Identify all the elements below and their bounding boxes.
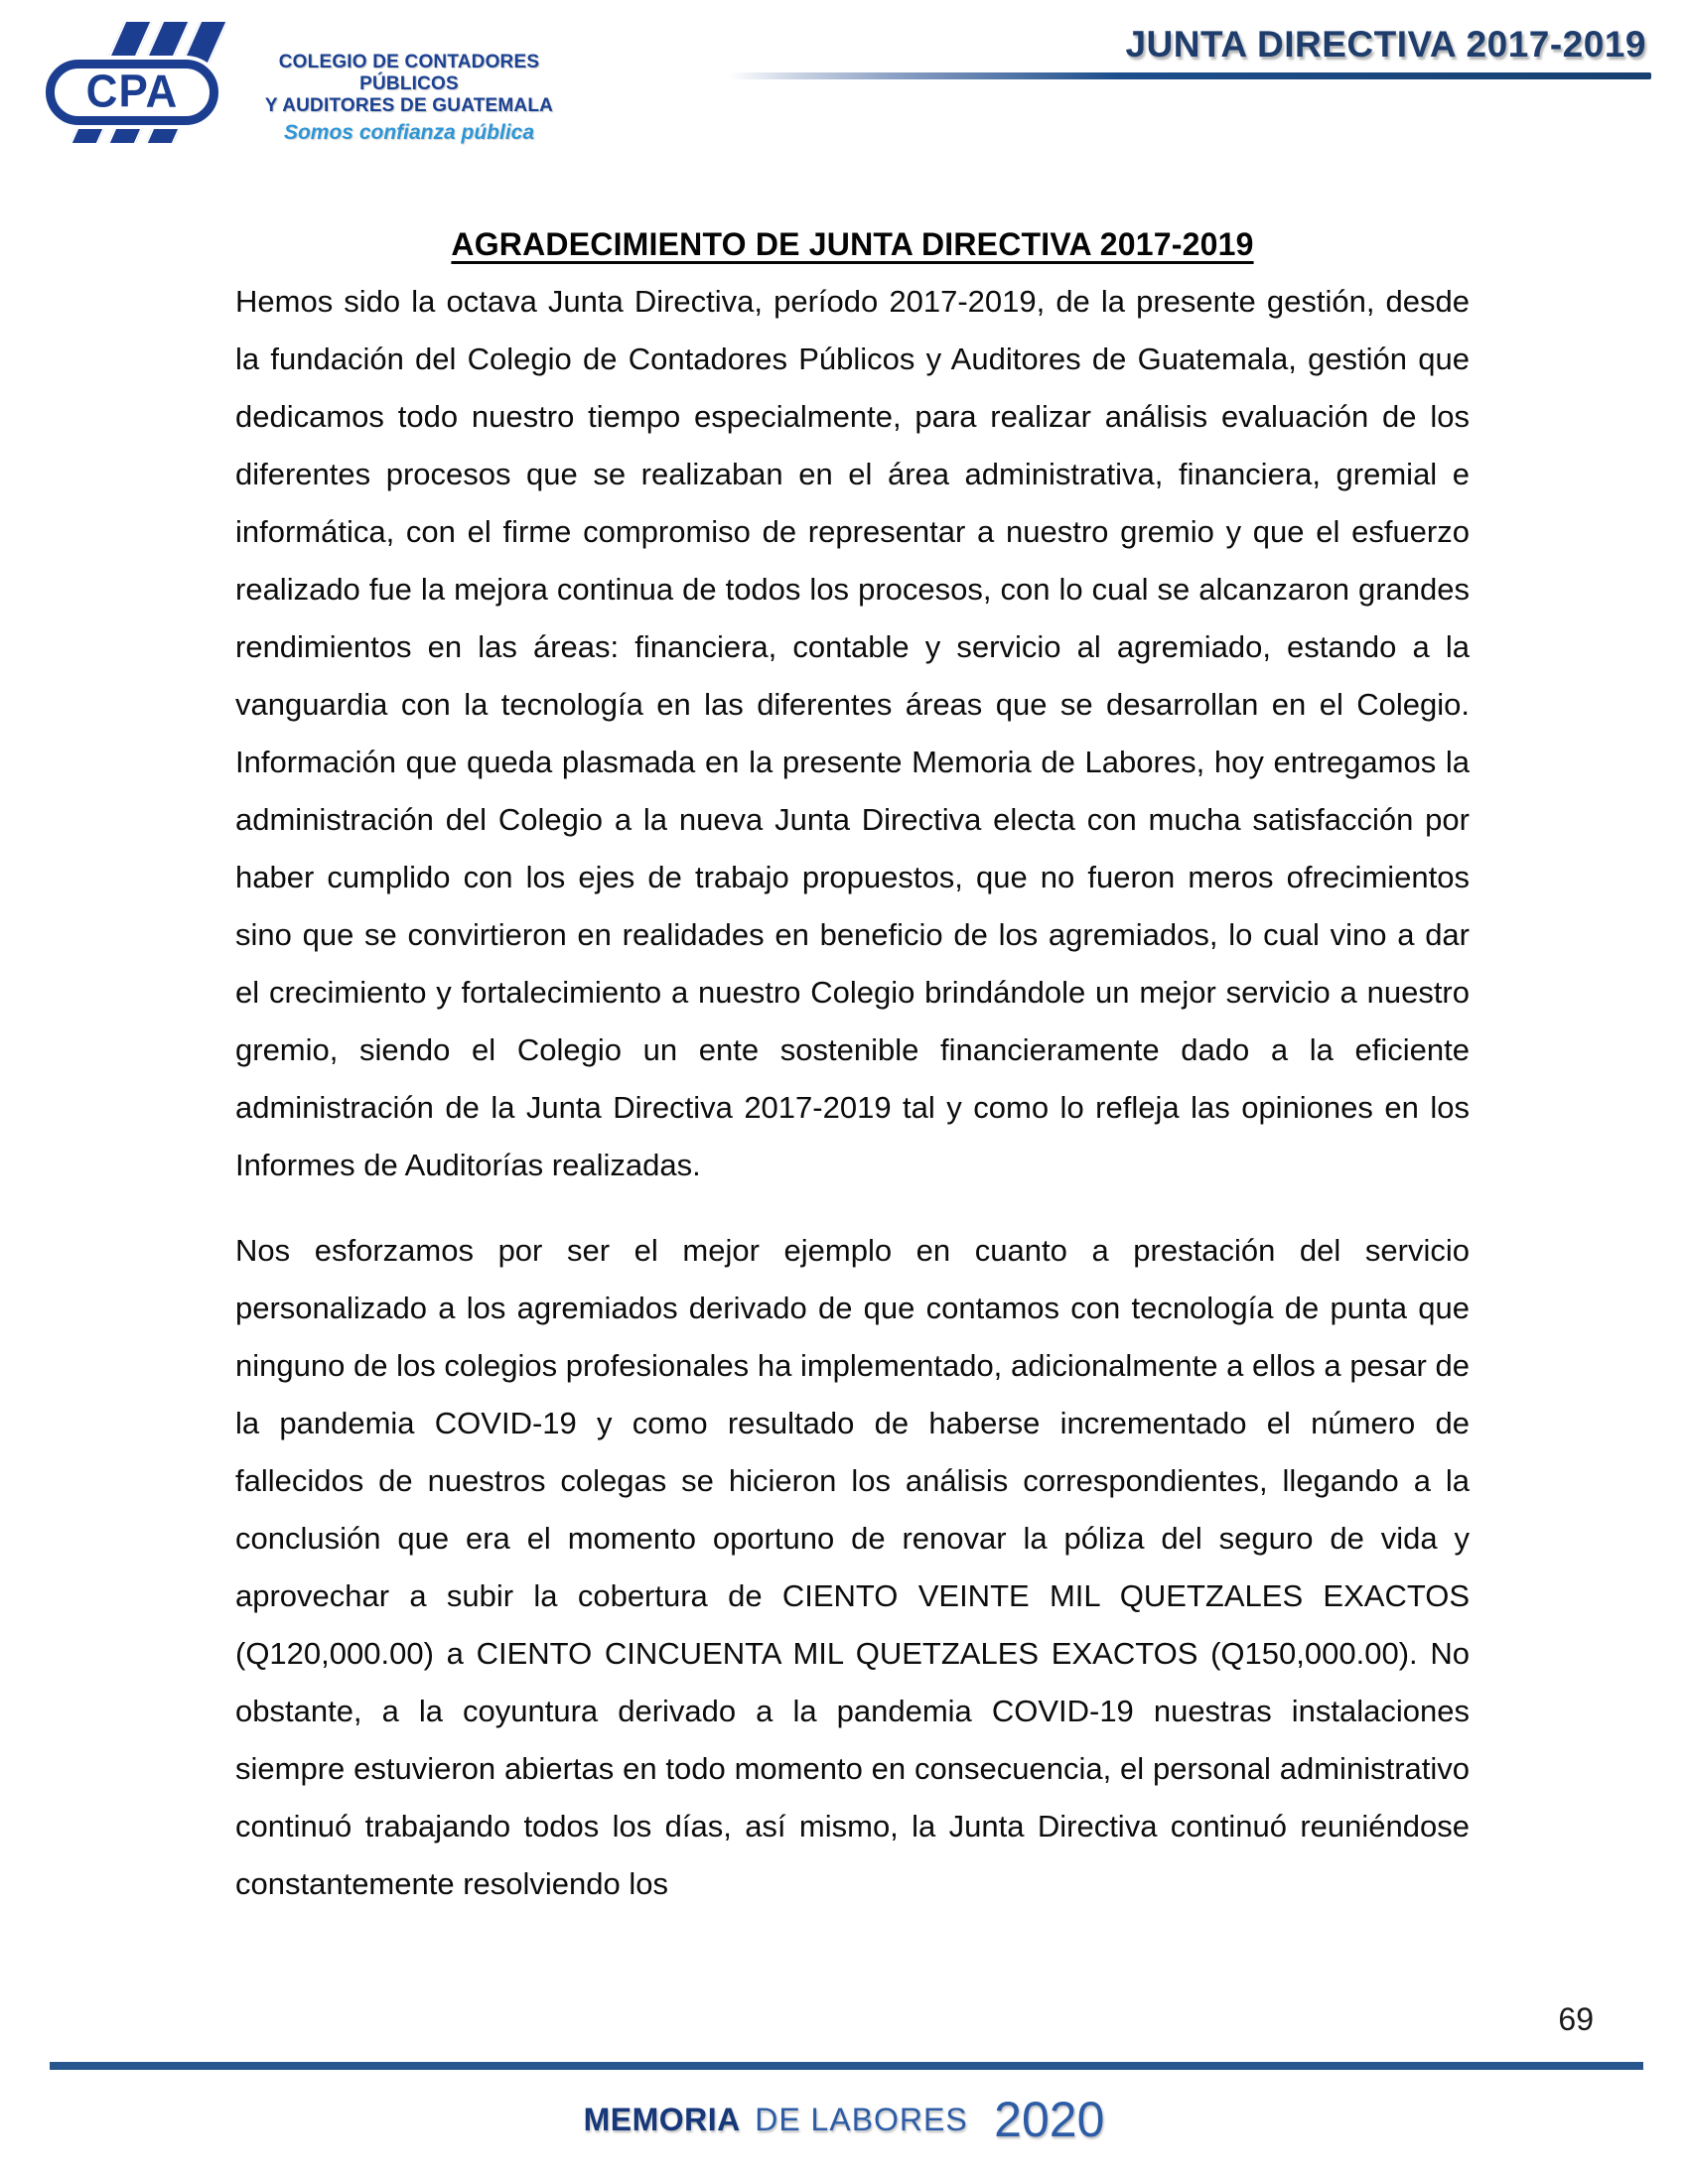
organization-tagline: Somos confianza pública (283, 120, 535, 144)
cpa-logo-pill (46, 60, 218, 125)
body-paragraph-1: Hemos sido la octava Junta Directiva, período 2017-2019, de la presente gestión, desde la fundación del Colegio de Contadores Públicos y Auditores de Guatemala, gestión que dedicamos todo nuestro tiempo especialmente, para realizar análisis evaluación de los diferentes procesos que se realizaban en el área administrativa, financiera, gremial e informática, con el firme compromiso de representar a nuestro gremio y que el esfuerzo realizado fue la mejora continua de todos los procesos, con lo cual se alcanzaron grandes rendimientos en las áreas: financiera, contable y servicio al agremiado, estando a la vanguardia con la tecnología en las diferentes áreas que se desarrollan en el Colegio. Información que queda plasmada en la presente Memoria de Labores, hoy entregamos la administración del Colegio a la nueva Junta Directiva electa con mucha satisfacción por haber cumplido con los ejes de trabajo propuestos, que no fueron meros ofrecimientos sino que se convirtieron en realidades en beneficio de los agremiados, lo cual vino a dar el crecimiento y fortalecimiento a nuestro Colegio brindándole un mejor servicio a nuestro gremio, siendo el Colegio un ente sostenible financieramente dado a la eficiente administración de la Junta Directiva 2017-2019 tal y como lo refleja las opiniones en los Informes de Auditorías realizadas. (235, 284, 1470, 1182)
footer-brand (0, 2091, 1688, 2148)
page-number: 69 (1558, 2001, 1594, 2037)
footer-rule (50, 2062, 1643, 2070)
document-content (235, 0, 1470, 1913)
document-title: AGRADECIMIENTO DE JUNTA DIRECTIVA 2017-2019 (451, 226, 1254, 262)
organization-name-line1: COLEGIO DE CONTADORES PÚBLICOS (278, 52, 540, 94)
header-banner-title: JUNTA DIRECTIVA 2017-2019 (1125, 24, 1646, 65)
footer-brand-memoria: MEMORIA (583, 2102, 741, 2137)
organization-name-line2: Y AUDITORES DE GUATEMALA (264, 94, 554, 116)
cpa-logo (40, 22, 228, 143)
footer-brand-de-labores: DE LABORES (755, 2102, 968, 2137)
footer-brand-year: 2020 (994, 2092, 1105, 2147)
body-paragraph-2: Nos esforzamos por ser el mejor ejemplo en cuanto a prestación del servicio personalizado a los agremiados derivado de que contamos con tecnología de punta que ninguno de los colegios profesionales ha implementado, adicionalmente a ellos a pesar de la pandemia COVID-19 y como resultado de haberse incrementado el número de fallecidos de nuestros colegas se hicieron los análisis correspondientes, llegando a la conclusión que era el momento oportuno de renovar la póliza del seguro de vida y aprovechar a subir la cobertura de CIENTO VEINTE MIL QUETZALES EXACTOS (Q120,000.00) a CIENTO CINCUENTA MIL QUETZALES EXACTOS (Q150,000.00). No obstante, a la coyuntura derivado a la pandemia COVID-19 nuestras instalaciones siempre estuvieron abiertas en todo momento en consecuencia, el personal administrativo continuó trabajando todos los días, así mismo, la Junta Directiva continuó reuniéndose constantemente resolviendo los (235, 1233, 1470, 1901)
cpa-logo-text: CPA (85, 66, 179, 118)
